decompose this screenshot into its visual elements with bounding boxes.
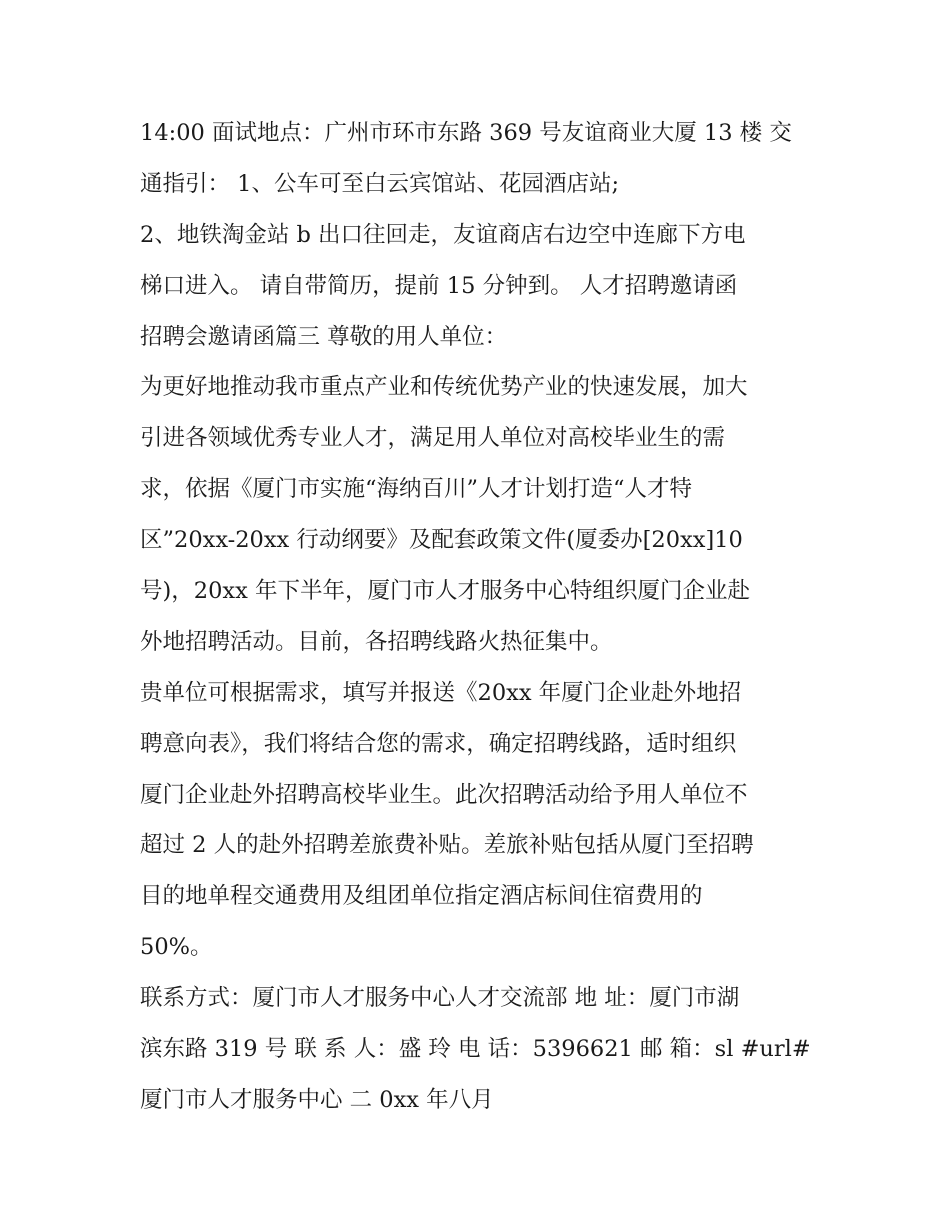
text-line-6: 为更好地推动我市重点产业和传统优势产业的快速发展，加大	[140, 374, 748, 401]
text-line-1: 14:00 面试地点：广州市环市东路 369 号友谊商业大厦 13 楼 交	[140, 120, 792, 146]
text-line-14: 厦门企业赴外招聘高校毕业生。此次招聘活动给予用人单位不	[140, 781, 748, 808]
text-line-19: 滨东路 319 号 联 系 人：盛 玲 电 话：5396621 邮 箱：sl #url#	[140, 1036, 811, 1063]
text-line-2: 通指引： 1、公车可至白云宾馆站、花园酒店站;	[140, 170, 620, 197]
text-line-4: 梯口进入。 请自带简历，提前 15 分钟到。 人才招聘邀请函	[140, 272, 738, 299]
text-line-20: 厦门市人才服务中心 二 0xx 年八月	[140, 1086, 494, 1113]
text-line-13: 聘意向表》，我们将结合您的需求，确定招聘线路，适时组织	[140, 730, 737, 757]
text-line-3: 2、地铁淘金站 b 出口往回走，友谊商店右边空中连廊下方电	[140, 221, 746, 248]
text-line-11: 外地招聘活动。目前，各招聘线路火热征集中。	[140, 628, 613, 655]
text-line-10: 号)，20xx 年下半年，厦门市人才服务中心特组织厦门企业赴	[140, 578, 750, 605]
text-line-12: 贵单位可根据需求，填写并报送《20xx 年厦门企业赴外地招	[140, 679, 742, 706]
document-body	[140, 108, 830, 1126]
text-line-7: 引进各领域优秀专业人才，满足用人单位对高校毕业生的需	[140, 425, 726, 452]
text-line-17: 50%。	[140, 934, 213, 961]
text-line-8: 求，依据《厦门市实施“海纳百川”人才计划打造“人才特	[140, 476, 693, 503]
text-line-15: 超过 2 人的赴外招聘差旅费补贴。差旅补贴包括从厦门至招聘	[140, 832, 754, 859]
text-line-16: 目的地单程交通费用及组团单位指定酒店标间住宿费用的	[140, 883, 703, 910]
text-line-18: 联系方式：厦门市人才服务中心人才交流部 地 址：厦门市湖	[140, 985, 740, 1012]
text-line-9: 区”20xx-20xx 行动纲要》及配套政策文件(厦委办[20xx]10	[140, 527, 743, 554]
text-line-5: 招聘会邀请函篇三 尊敬的用人单位：	[140, 323, 508, 350]
